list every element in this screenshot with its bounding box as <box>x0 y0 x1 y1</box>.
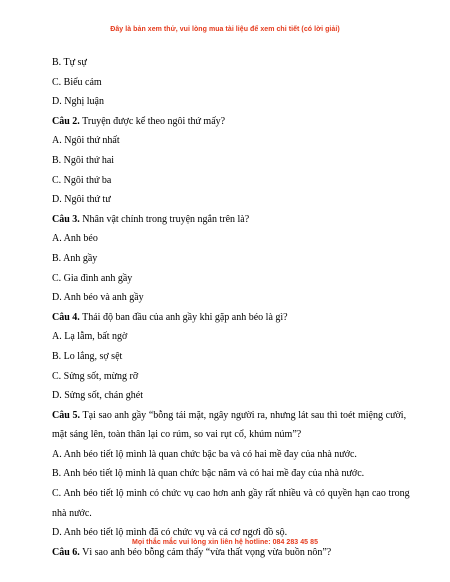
question-4 <box>52 308 412 328</box>
question-2 <box>52 112 412 132</box>
answer-option: D. Sửng sốt, chán ghét <box>52 390 143 402</box>
answer-option: C. Biểu cảm <box>52 76 102 88</box>
answer-option: A. Anh béo <box>52 233 98 245</box>
answer-option: B. Lo lắng, sợ sệt <box>52 350 123 362</box>
question-3 <box>52 210 412 230</box>
hotline-footer-banner: Mọi thắc mắc vui lòng xin liên hệ hotline: 084 283 45 85 <box>131 539 319 546</box>
answer-option: D. Nghị luận <box>52 96 104 108</box>
question-text: Thái độ ban đầu của anh gầy khi gặp anh béo là gì? <box>79 311 288 323</box>
question-label: Câu 4. <box>52 311 80 323</box>
question-text: Vì sao anh béo bỗng cảm thấy “vừa thất vọng vừa buồn nôn”? <box>79 546 332 558</box>
answer-option: B. Anh gầy <box>52 252 98 264</box>
answer-option: B. Tự sự <box>52 57 87 68</box>
answer-option: A. Lạ lẫm, bất ngờ <box>52 331 128 343</box>
answer-option: B. Ngôi thứ hai <box>52 154 115 166</box>
answer-option: B. Anh béo tiết lộ mình là quan chức bậc năm và có hai mề đay của nhà nước. <box>52 468 365 480</box>
question-text: Nhân vật chính trong truyện ngắn trên là? <box>79 213 250 225</box>
answer-option: D. Ngôi thứ tư <box>52 194 111 206</box>
question-label: Câu 2. <box>52 115 80 127</box>
preview-notice-banner: Đây là bản xem thử, vui lòng mua tài liệu để xem chi tiết (có lời giải) <box>110 26 340 33</box>
answer-option: C. Gia đình anh gầy <box>52 272 133 284</box>
answer-option: D. Anh béo và anh gầy <box>52 292 144 304</box>
answer-option: C. Sửng sốt, mừng rỡ <box>52 370 139 382</box>
answer-option: A. Anh béo tiết lộ mình là quan chức bậc ba và có hai mề đay của nhà nước. <box>52 448 357 460</box>
answer-option: C. Anh béo tiết lộ mình có chức vụ cao hơn anh gầy rất nhiều và có quyền hạn cao trong nhà nước. <box>52 488 410 519</box>
question-label: Câu 3. <box>52 213 80 225</box>
answer-option: A. Ngôi thứ nhất <box>52 135 120 147</box>
answer-option: D. Anh béo tiết lộ mình đã có chức vụ và cả cơ ngơi đồ sộ. <box>52 527 288 539</box>
question-text: Tại sao anh gầy “bỗng tái mặt, ngây người ra, nhưng lát sau thì toét miệng cười, mặt sáng lên, toàn thân lại co rúm, so vai rụt cổ, khúm núm”? <box>52 409 407 441</box>
question-label: Câu 5. <box>52 409 80 421</box>
question-label: Câu 6. <box>52 546 80 558</box>
question-5 <box>52 406 412 445</box>
question-text: Truyện được kể theo ngôi thứ mấy? <box>79 115 226 127</box>
answer-option: C. Ngôi thứ ba <box>52 174 112 186</box>
document-body <box>52 53 412 562</box>
